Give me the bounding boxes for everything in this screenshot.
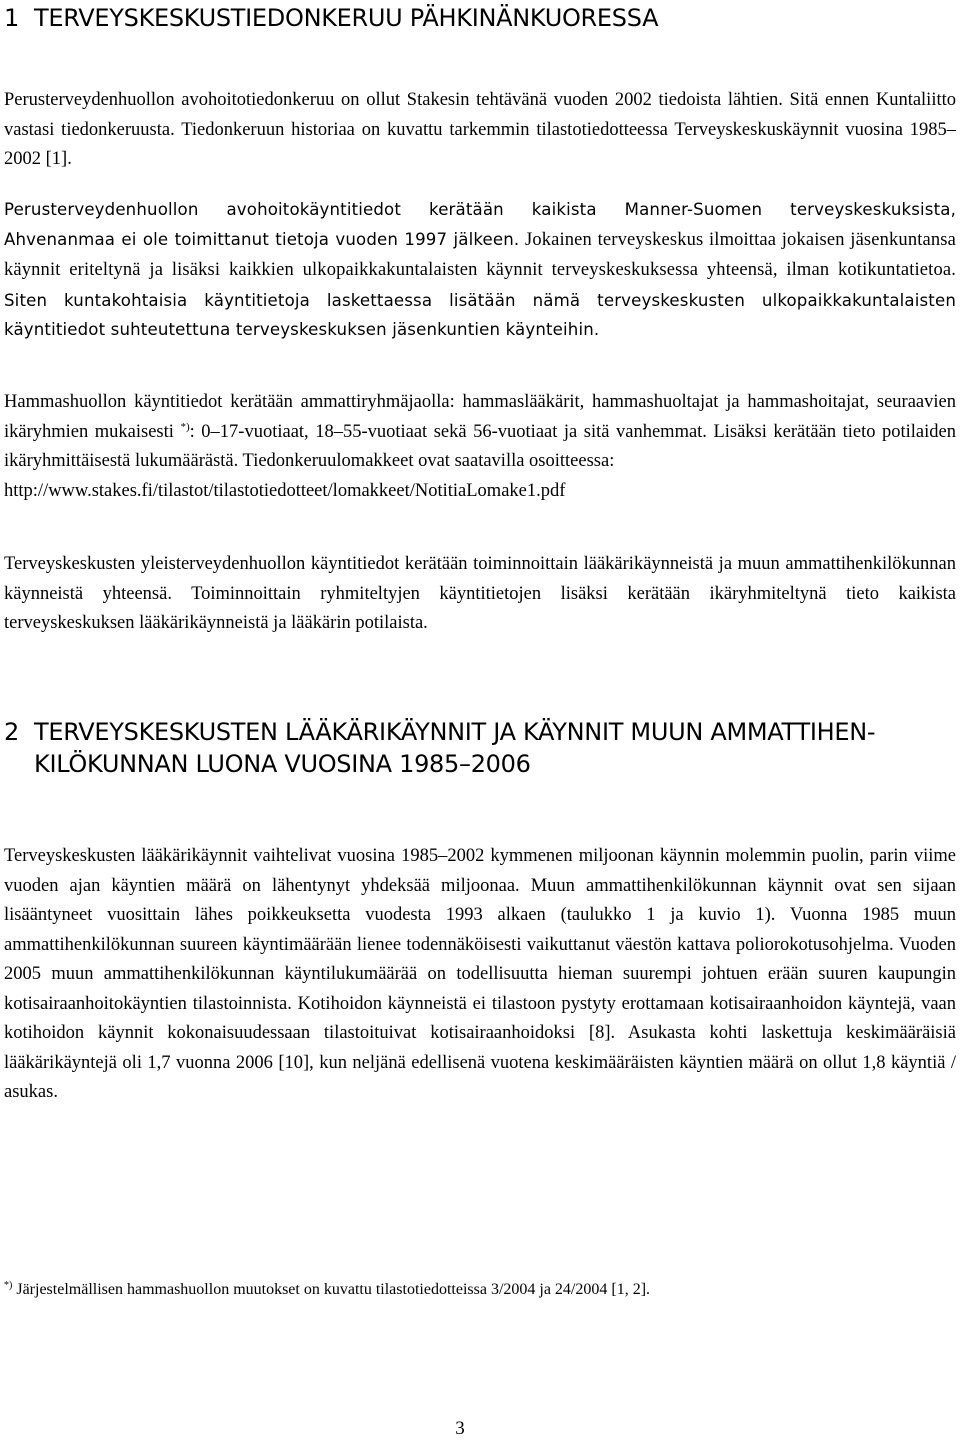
footnote-reference-marker: *) — [180, 420, 190, 433]
paragraph-primary-care-visits — [4, 195, 956, 345]
paragraph-primary-care-intro: Perusterveydenhuollon avohoitokäyntitiedot kerätään kaikista Manner-Suomen terveyskeskuksista, Ahvenanmaa ei ole toimittanut tietoja vuoden 1997 jälkeen. — [4, 200, 956, 249]
paragraph-primary-care-municipal-calculation: Siten kuntakohtaisia käyntitietoja laskettaessa lisätään nämä terveyskeskusten ulkopaikkakuntalaisten käyntitiedot suhteutettuna terveyskeskuksen jäsenkuntien käynteihin. — [4, 290, 956, 339]
form-download-url: http://www.stakes.fi/tilastot/tilastotiedotteet/lomakkeet/NotitiaLomake1.pdf — [4, 480, 566, 501]
dental-care-text-end: : 0–17-vuotiaat, 18–55-vuotiaat sekä 56-vuotiaat ja sitä vanhemmat. Lisäksi kerätään tieto potilaiden ikäryhmittäisestä lukumäärästä. Tiedonkeruulomakkeet ovat saatavilla osoitteessa: — [4, 421, 956, 471]
paragraph-physician-visits-trend: Terveyskeskusten lääkärikäynnit vaihtelivat vuosina 1985–2002 kymmenen miljoonan käynnin molemmin puolin, parin viime vuoden ajan käyntien määrä on lähentynyt yhdeksää miljoonaa. Muun ammattihenkilökunnan käynnit ovat sen sijaan lisääntyneet vuosittain lähes poikkeuksetta vuodesta 1993 alkaen (taulukko 1 ja kuvio 1). Vuonna 1985 muun ammattihenkilökunnan suureen käyntimäärään lienee todennäköisesti vaikuttanut väestön kattava poliorokotusohjelma. Vuoden 2005 muun ammattihenkilökunnan käyntilukumäärää on todellisuutta hieman suurempi johtuen erään suuren kaupungin kotisairaanhoitokäyntien tilastoinnista. Kotihoidon käynneistä ei tilastoon pystyty erottamaan kotisairaanhoidon käyntejä, vaan kotihoidon käynnit kokonaisuudessaan tilastoituivat kotisairaanhoidoksi [8]. Asukasta kohti laskettuja keskimääräisiä lääkärikäyntejä oli 1,7 vuonna 2006 [10], kun neljänä edellisenä vuotena keskimääräisten käyntien määrä on ollut 1,8 käyntiä / asukas. — [4, 846, 956, 1102]
section-2-heading — [4, 716, 954, 780]
footnote — [4, 1278, 956, 1302]
section-2-title-line-2: KILÖKUNNAN LUONA VUOSINA 1985–2006 — [34, 750, 531, 778]
section-1-title: TERVEYSKESKUSTIEDONKERUU PÄHKINÄNKUORESSA — [34, 4, 659, 32]
section-2-number: 2 — [4, 718, 19, 746]
section-2-title-line-1: TERVEYSKESKUSTEN LÄÄKÄRIKÄYNNIT JA KÄYNNIT MUUN AMMATTIHEN- — [34, 718, 876, 746]
paragraph-general-health-visits: Terveyskeskusten yleisterveydenhuollon käyntitiedot kerätään toiminnoittain lääkärikäynneistä ja muun ammattihenkilökunnan käynneistä yhteensä. Toiminnoittain ryhmiteltyjen käyntitietojen lisäksi kerätään ikäryhmiteltynä tieto kaikista terveyskeskuksen lääkärikäynneistä ja lääkärin potilaista. — [4, 554, 956, 633]
dental-care-text-start: Hammashuollon käyntitiedot kerätään ammattiryhmäjaolla: hammaslääkärit, hammashuoltajat ja hammashoitajat, seuraavien ikäryhmien mukaisesti — [4, 392, 956, 442]
section-1-number: 1 — [4, 4, 19, 32]
paragraph-dental-care — [4, 388, 956, 506]
paragraph-primary-care-member-municipalities: Jokainen terveyskeskus ilmoittaa jokaisen jäsenkuntansa käynnit eriteltynä ja lisäksi kaikkien ulkopaikkakuntalaisten käynnit terveyskeskuksessa yhteensä, ilman kotikuntatietoa. — [4, 229, 956, 280]
section-1-heading — [4, 2, 658, 34]
paragraph-data-collection-history: Perusterveydenhuollon avohoitotiedonkeruu on ollut Stakesin tehtävänä vuoden 2002 tiedoista lähtien. Sitä ennen Kuntaliitto vastasi tiedonkeruusta. Tiedonkeruun historiaa on kuvattu tarkemmin tilastotiedotteessa Terveyskeskuskäynnit vuosina 1985–2002 [1]. — [4, 90, 956, 169]
footnote-text: Järjestelmällisen hammashuollon muutokset on kuvattu tilastotiedotteissa 3/2004 ja 24/2004 [1, 2]. — [12, 1281, 651, 1298]
page-number: 3 — [455, 1418, 465, 1439]
footnote-marker: *) — [4, 1280, 13, 1291]
